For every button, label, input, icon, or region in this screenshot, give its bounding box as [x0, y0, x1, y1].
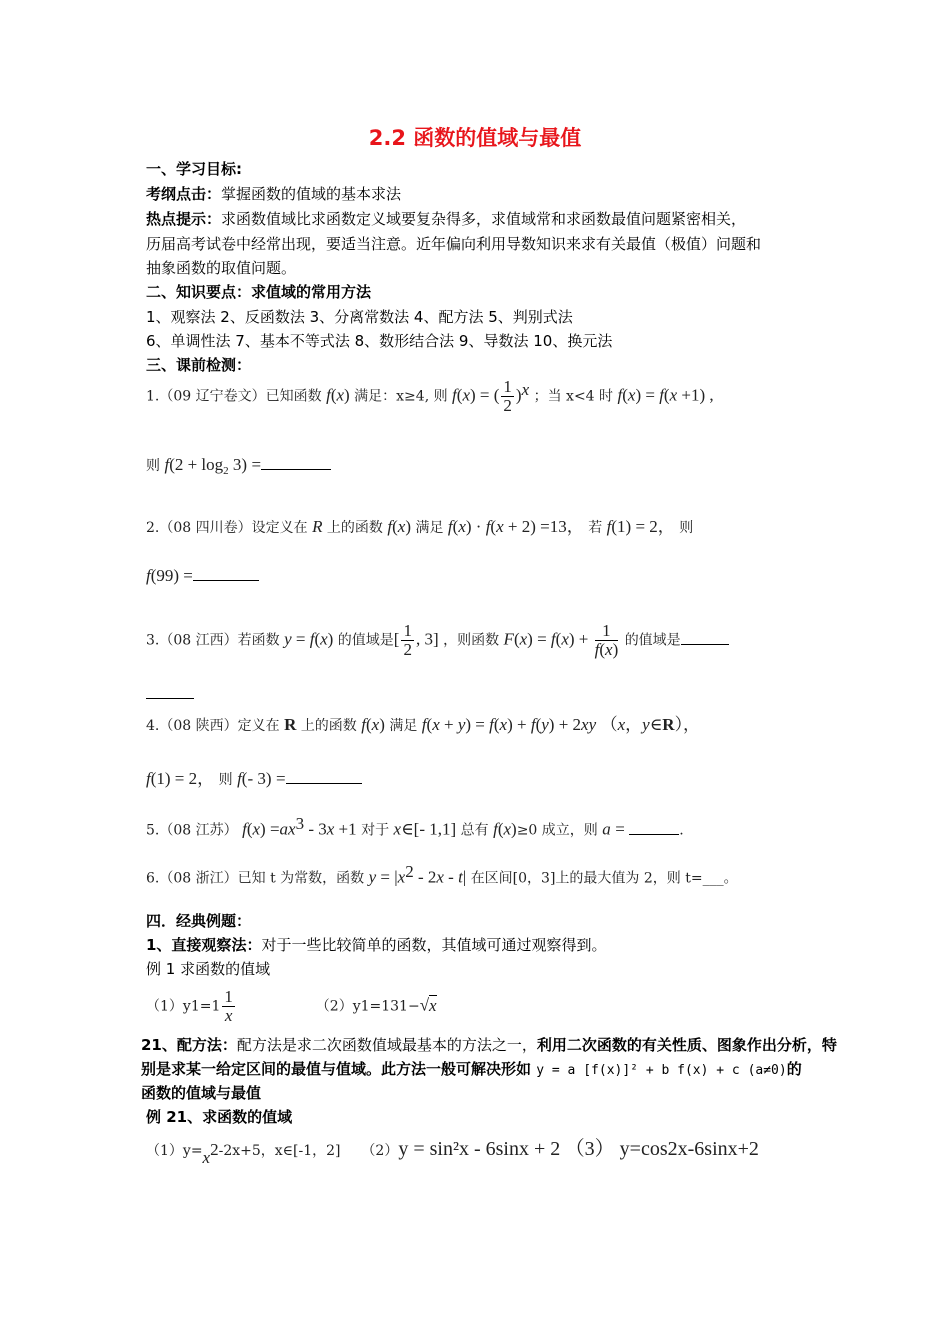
ex21-part-2: （2） [361, 1143, 399, 1159]
methods-line-2: 6、单调性法 7、基本不等式法 8、数形结合法 9、导数法 10、换元法 [146, 332, 613, 350]
method-2-line-2 [141, 1058, 802, 1079]
q5-text-c: 总有 [460, 822, 489, 839]
q3-answer-blank [681, 630, 729, 645]
section-4-heading: 四．经典例题： [146, 912, 252, 930]
methods-line-1: 1、观察法 2、反函数法 3、分离常数法 4、配方法 5、判别式法 [146, 308, 573, 326]
method-2-text: 配方法是求二次函数值域最基本的方法之一， [236, 1036, 537, 1054]
method-2-line-3: 函数的值域与最值 [141, 1084, 262, 1102]
method-1-label: 1、直接观察法： [146, 936, 262, 954]
q3-answer-blank-cont [146, 698, 194, 699]
method-2-line-1 [141, 1034, 837, 1055]
method-2-bold-1: 利用二次函数的有关性质、图象作出分析，特 [536, 1036, 837, 1054]
q2-text-c: 满足 [415, 520, 444, 536]
kg-text: 掌握函数的值域的基本求法 [221, 185, 402, 203]
ex21-part-1a: （1）y= [146, 1143, 203, 1159]
rd-label: 热点提示： [146, 210, 222, 228]
q4-text-a: 4.（08 陕西）定义在 [146, 718, 280, 734]
q4-text-b: 上的函数 [300, 718, 357, 734]
q1-text-b: 满足：x≥4, 则 [354, 388, 448, 405]
section-1-heading: 一、学习目标: [146, 160, 242, 178]
q1-fx: f [326, 385, 331, 405]
method-2-formula: y = a [f(x)]² + b f(x) + c (a≠0) [536, 1063, 787, 1078]
q3-text-c: ，则函数 [443, 632, 500, 649]
question-2: 2.（08 四川卷）设定义在 R 上的函数 f(x) 满足 f(x) · f(x + 2) =13， 若 f(1) = 2， 则 [146, 517, 694, 536]
kg-line [146, 183, 401, 204]
q5-text-b: 对于 [361, 822, 390, 839]
question-6: 6.（08 浙江）已知 t 为常数，函数 $y = |x^2 - 2x - t|$ 在区间[0，3]上的最大值为 2，则 t=___。 [146, 862, 738, 887]
ex21-part-2-formula: y = sin²x - 6sinx + 2 [398, 1138, 561, 1160]
example-21-label: 例 21、求函数的值域 [146, 1108, 293, 1126]
q4-text-c: 满足 [389, 718, 418, 734]
ex1-part-1: （1）y1=1 [146, 998, 221, 1015]
q1-text-c: ；当 x<4 时 [533, 388, 614, 405]
q2-text-b: 上的函数 [326, 520, 383, 536]
q2-text-d: 若 [588, 520, 603, 536]
method-1-text: 对于一些比较简单的函数，其值域可通过观察得到。 [261, 936, 607, 954]
q4-answer-blank [286, 769, 362, 784]
example-21-heading [146, 1106, 292, 1127]
q2-text-a: 2.（08 四川卷）设定义在 [146, 520, 308, 536]
rd-line-3: 抽象函数的取值问题。 [146, 259, 297, 277]
section-3-heading: 三、课前检测： [146, 356, 252, 374]
q3-text-b: 的值域是 [337, 632, 394, 649]
ex21-part-3: （3） y=cos2x-6sinx+2 [564, 1138, 759, 1160]
question-4-cont: f(1) = 2， 则 f(- 3) = [146, 764, 362, 789]
question-4: 4.（08 陕西）定义在 R 上的函数 f(x) 满足 f(x + y) = f(x) + f(y) + 2xy （x，y∈R）， [146, 715, 701, 734]
question-1: 1.（09 辽宁卷文）已知函数 f(x) 满足：x≥4, 则 f(x) = ( $\frac{1}{2}$ )$^x$ ；当 x<4 时 f(x) = f(x +1) , [146, 377, 714, 415]
example-21-parts: $(1)y=x^2-2x+5$，x∈[-1，2] （2）y = sin²x - 6sinx + 2 （3） y=cos2x-6sinx+2 [146, 1138, 759, 1167]
rd-line-2: 历届高考试卷中经常出现，要适当注意。近年偏向利用导数知识来求有关最值（极值）问题和 [146, 235, 762, 253]
ex21-part-1b: -2x+5，x∈[-1，2] [218, 1143, 341, 1159]
kg-label: 考纲点击： [146, 185, 222, 203]
q3-text-d: 的值域是 [624, 632, 681, 649]
q2-answer-blank [193, 566, 259, 581]
q1-answer-blank [261, 455, 331, 470]
q4-text-d: 则 [218, 772, 233, 788]
q1-text-d: 则 [146, 458, 160, 474]
question-2-cont: f(99) = [146, 566, 259, 586]
method-1-line [146, 934, 606, 955]
q2-text-e: 则 [679, 520, 694, 536]
q3-text-a: 3.（08 江西）若函数 [146, 632, 280, 649]
example-1-heading: 例 1 求函数的值域 [146, 960, 271, 978]
ex1-fraction: $\frac{1}{x}$ [224, 987, 233, 1025]
section-2-heading: 二、知识要点：求值域的常用方法 [146, 283, 372, 301]
q1-half-fraction: $\frac{1}{2}$ [503, 377, 512, 415]
method-2-bold-2: 别是求某一给定区间的最值与值域。此方法一般可解决形如 [141, 1060, 532, 1078]
q1-text-a: 1.（09 辽宁卷文）已知函数 [146, 388, 322, 405]
q6-text-b: 在区间[0，3]上的最大值为 2，则 t=___。 [470, 870, 738, 887]
question-3: 3.（08 江西）若函数 y = f(x) 的值域是[ $\frac{1}{2}$ , 3] ，则函数 F(x) = f(x) + $\frac{1}{f(x)}$ 的值域是 [146, 622, 729, 659]
example-1-parts: （1）y1=1 $\frac{1}{x}$ （2）y1=131−√x [146, 987, 437, 1025]
q5-text-d: 成立，则 [541, 822, 598, 839]
rd-line-1 [146, 208, 746, 229]
rd-text-1: 求函数值域比求函数定义域要复杂得多，求值域常和求函数最值问题紧密相关， [221, 210, 747, 228]
q5-answer-blank [629, 820, 679, 835]
question-5: 5.（08 江苏） $f(x) =ax^3 - 3x +1$ 对于 x∈[- 1,1] 总有 f(x)≥0 成立，则 a = . [146, 814, 684, 839]
question-1-cont: 则 $f(2 + \log_2 3)$ = [146, 455, 331, 477]
q6-text-a: 6.（08 浙江）已知 t 为常数，函数 [146, 870, 365, 887]
q5-text-a: 5.（08 江苏） [146, 822, 238, 839]
method-2-bold-2b: 的 [786, 1060, 802, 1078]
ex1-part-2: （2）y1=131− [315, 998, 420, 1015]
method-2-label: 21、配方法： [141, 1036, 237, 1054]
page-title: 2.2 函数的值域与最值 [368, 126, 582, 150]
q3-fraction: $\frac{1}{f(x)}$ [594, 621, 619, 659]
